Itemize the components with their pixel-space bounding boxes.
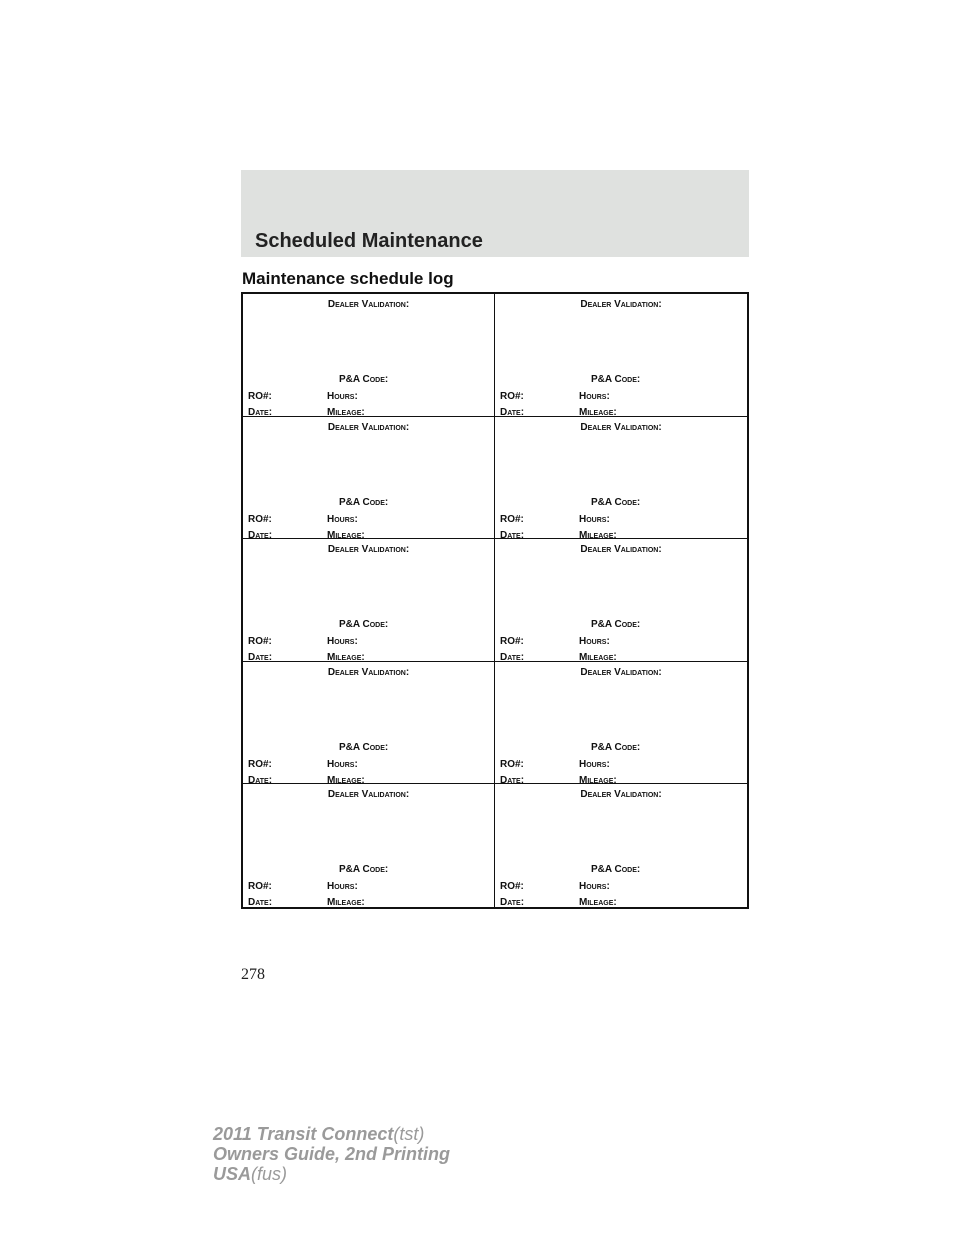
dealer-validation-label: Dealer Validation: [327,666,410,678]
date-label: Date: [248,407,273,418]
ro-label: RO#: [500,881,524,893]
date-label: Date: [500,774,525,786]
hours-label: Hours: [579,636,610,648]
footer-model: 2011 Transit Connect [213,1124,394,1144]
footer-model-code: (tst) [393,1124,425,1144]
hours-label: Hours: [579,513,610,525]
ro-label: RO#: [248,391,272,402]
dealer-validation-label: Dealer Validation: [327,421,410,433]
log-entry-cell [495,539,747,662]
section-title: Scheduled Maintenance [255,230,483,252]
maintenance-log-table [241,292,749,909]
ro-label: RO#: [248,758,272,770]
mileage-label: Mileage: [579,407,617,418]
ro-label: RO#: [500,513,524,525]
ro-label: RO#: [248,636,272,648]
dealer-validation-label: Dealer Validation: [327,544,410,556]
pa-code-label: P&A Code: [339,864,389,876]
mileage-label: Mileage: [327,529,365,541]
pa-code-label: P&A Code: [591,374,641,385]
log-entry-cell [495,417,747,540]
footer [213,1124,450,1184]
date-label: Date: [248,529,273,541]
dealer-validation-label: Dealer Validation: [580,299,662,310]
pa-code-label: P&A Code: [339,741,389,753]
page-number: 278 [241,966,265,983]
date-label: Date: [500,652,525,664]
log-entry-cell [495,784,747,907]
date-label: Date: [248,897,273,909]
log-entry-cell [243,294,495,417]
hours-label: Hours: [327,391,358,402]
hours-label: Hours: [327,636,358,648]
hours-label: Hours: [327,758,358,770]
date-label: Date: [500,407,525,418]
pa-code-label: P&A Code: [591,496,641,508]
footer-region: USA [213,1164,252,1184]
pa-code-label: P&A Code: [339,619,389,631]
hours-label: Hours: [327,513,358,525]
dealer-validation-label: Dealer Validation: [580,789,662,801]
footer-region-code: (fus) [251,1164,288,1184]
pa-code-label: P&A Code: [591,864,641,876]
hours-label: Hours: [579,391,610,402]
mileage-label: Mileage: [579,529,617,541]
mileage-label: Mileage: [327,897,365,909]
hours-label: Hours: [579,758,610,770]
pa-code-label: P&A Code: [339,374,389,385]
log-entry-cell [495,662,747,785]
ro-label: RO#: [500,636,524,648]
log-entry-cell [495,294,747,417]
dealer-validation-label: Dealer Validation: [580,421,662,433]
mileage-label: Mileage: [579,774,617,786]
footer-line-3 [213,1164,450,1184]
ro-label: RO#: [500,758,524,770]
footer-line-2: Owners Guide, 2nd Printing [213,1144,451,1164]
footer-line-1 [213,1124,450,1144]
dealer-validation-label: Dealer Validation: [580,544,662,556]
hours-label: Hours: [579,881,610,893]
ro-label: RO#: [248,513,272,525]
date-label: Date: [500,529,525,541]
date-label: Date: [248,774,273,786]
dealer-validation-label: Dealer Validation: [327,299,410,310]
page-heading: Maintenance schedule log [242,269,454,288]
mileage-label: Mileage: [327,652,365,664]
ro-label: RO#: [500,391,524,402]
pa-code-label: P&A Code: [591,741,641,753]
date-label: Date: [248,652,273,664]
date-label: Date: [500,897,525,909]
mileage-label: Mileage: [579,652,617,664]
mileage-label: Mileage: [327,407,365,418]
log-entry-cell [243,784,495,907]
mileage-label: Mileage: [327,774,365,786]
ro-label: RO#: [248,881,272,893]
pa-code-label: P&A Code: [339,496,389,508]
log-entry-cell [243,539,495,662]
pa-code-label: P&A Code: [591,619,641,631]
dealer-validation-label: Dealer Validation: [327,789,410,801]
log-entry-cell [243,662,495,785]
log-entry-cell [243,417,495,540]
dealer-validation-label: Dealer Validation: [580,666,662,678]
hours-label: Hours: [327,881,358,893]
mileage-label: Mileage: [579,897,617,909]
